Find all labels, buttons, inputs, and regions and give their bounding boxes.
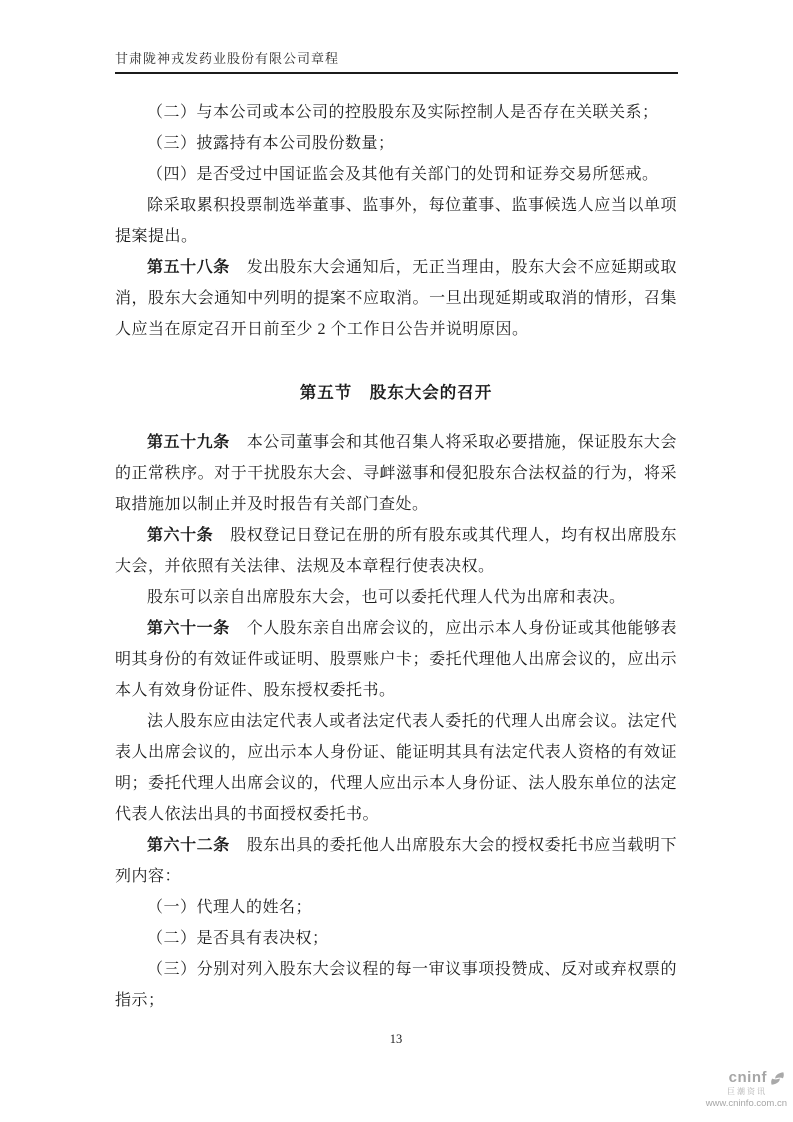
- article-paragraph: [115, 252, 677, 345]
- article-number: 第六十条: [147, 527, 214, 544]
- document-body: [115, 97, 677, 1016]
- article-paragraph: [115, 520, 677, 582]
- article-text: 股东出具的委托他人出席股东大会的授权委托书应当载明下列内容：: [115, 837, 677, 885]
- header-title: 甘肃陇神戎发药业股份有限公司章程: [115, 51, 340, 66]
- article-paragraph: [115, 830, 677, 892]
- paragraph: （四）是否受过中国证监会及其他有关部门的处罚和证券交易所惩戒。: [147, 166, 659, 183]
- article-number: 第六十一条: [147, 620, 230, 637]
- paragraph: （三）分别对列入股东大会议程的每一审议事项投赞成、反对或弃权票的指示；: [115, 961, 677, 1009]
- page-header: [115, 50, 678, 74]
- article-paragraph: [115, 427, 677, 520]
- cninfo-logo: [669, 1070, 789, 1109]
- cninfo-swirl-icon: [769, 1070, 786, 1087]
- paragraph: （二）与本公司或本公司的控股股东及实际控制人是否存在关联关系；: [147, 104, 659, 121]
- paragraph: 除采取累积投票制选举董事、监事外，每位董事、监事候选人应当以单项提案提出。: [115, 197, 677, 245]
- paragraph: （三）披露持有本公司股份数量；: [147, 135, 395, 152]
- article-paragraph: [115, 613, 677, 706]
- section-heading: 第五节 股东大会的召开: [299, 383, 493, 402]
- article-text: 股权登记日登记在册的所有股东或其代理人，均有权出席股东大会，并依照有关法律、法规及本章程行使表决权。: [115, 527, 677, 575]
- paragraph: （一）代理人的姓名；: [147, 899, 313, 916]
- page-number: 13: [389, 1032, 403, 1046]
- article-text: 本公司董事会和其他召集人将采取必要措施，保证股东大会的正常秩序。对于干扰股东大会、寻衅滋事和侵犯股东合法权益的行为，将采取措施加以制止并及时报告有关部门查处。: [115, 434, 677, 513]
- article-text: 个人股东亲自出席会议的，应出示本人身份证或其他能够表明其身份的有效证件或证明、股票账户卡；委托代理他人出席会议的，应出示本人有效身份证件、股东授权委托书。: [115, 620, 677, 699]
- cninfo-brand-text: cninf: [728, 1069, 767, 1087]
- article-text: 发出股东大会通知后，无正当理由，股东大会不应延期或取消，股东大会通知中列明的提案不应取消。一旦出现延期或取消的情形，召集人应当在原定召开日前至少 2 个工作日公告并说明原因。: [115, 259, 677, 338]
- paragraph: 法人股东应由法定代表人或者法定代表人委托的代理人出席会议。法定代表人出席会议的，应出示本人身份证、能证明其具有法定代表人资格的有效证明；委托代理人出席会议的，代理人应出示本人身份证、法人股东单位的法定代表人依法出具的书面授权委托书。: [115, 713, 677, 823]
- paragraph: 股东可以亲自出席股东大会，也可以委托代理人代为出席和表决。: [147, 589, 626, 606]
- article-number: 第五十九条: [147, 434, 230, 451]
- article-number: 第六十二条: [147, 837, 230, 854]
- cninfo-brand-cn: 巨潮资讯: [727, 1087, 767, 1096]
- cninfo-url: www.cninfo.com.cn: [705, 1097, 787, 1109]
- article-number: 第五十八条: [147, 259, 230, 276]
- paragraph: （二）是否具有表决权；: [147, 930, 329, 947]
- cninfo-brand-row: [669, 1070, 789, 1087]
